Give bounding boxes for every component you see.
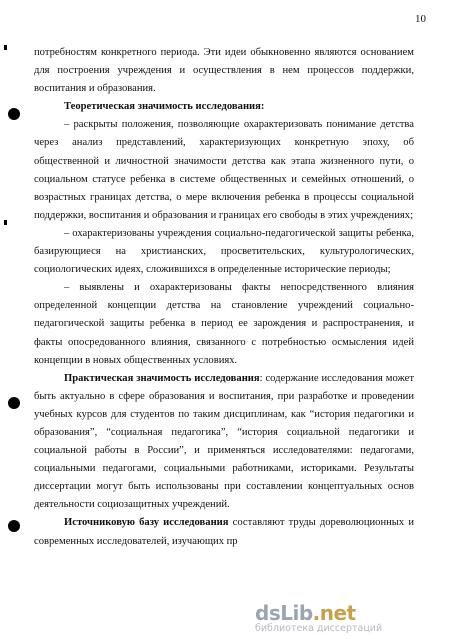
- watermark-subtitle: библиотека диссертаций: [255, 623, 383, 634]
- margin-mark: [4, 45, 7, 50]
- page-number: 10: [415, 13, 426, 25]
- paragraph-intro: потребностям конкретного периода. Эти идеи обыкновенно являются основанием для построения учреждения и осуществления в нем процессов поддержки, воспитания и образования.: [34, 47, 414, 95]
- heading-theoretical-significance: Теоретическая значимость исследования:: [64, 101, 265, 113]
- source-base-text: составляют труды дореволюционных и современных исследователей, изучающих пр: [34, 517, 415, 547]
- watermark-logo: dsLib.net: [255, 601, 356, 625]
- paragraph-source-base: [34, 514, 414, 550]
- list-item-theoretical-1: – раскрыты положения, позволяющие охарактеризовать понимание детства через анализ представлений, характеризующих конкретную эпоху, об общественной и личностной значимости детства как этапа жизненного пути, о социальном статусе ребенка в системе общественных и семейных отношений, о возрастных границах детства, о мере включения ребенка в процессы социальной поддержки, воспитания и образования и границах его свободы в этих учреждениях;: [34, 119, 414, 221]
- practical-significance-heading: Практическая значимость исследования: [64, 372, 260, 384]
- paragraph-practical-significance: [34, 370, 414, 515]
- list-item-theoretical-3: – выявлены и охарактеризованы факты непосредственного влияния определенной концепции детства на становление учреждений социально-педагогической защиты ребенка в период ее зарождения и распространения, и факты опосредованного влияния, связанного с потребностью осмысления идей концепции в новых общественных условиях.: [34, 282, 414, 366]
- practical-significance-text: : содержание исследования может быть актуально в сфере образования и воспитания, при разработке и проведении учебных курсов для студентов по таким дисциплинам, как “история педагогики и образования”, “социальная педагогика”, “история социальной педагогики и социальной работы в России”, и применяться исследователями: педагогами, социальными педагогами, социальными работниками, историками. Результаты диссертации могут быть использованы при составлении концептуальных основ деятельности социозащитных учреждений.: [34, 372, 415, 511]
- document-body: [34, 44, 414, 551]
- source-base-heading: Источниковую базу исследования: [64, 517, 229, 529]
- margin-dot: [8, 520, 20, 532]
- margin-mark: [4, 220, 7, 225]
- margin-dot: [8, 108, 20, 120]
- margin-dot: [8, 397, 20, 409]
- list-item-theoretical-2: – охарактеризованы учреждения социально-педагогической защиты ребенка, базирующиеся на христианских, просветительских, культурологических, социологических идеях, сложившихся в определенные исторические периоды;: [34, 227, 414, 276]
- watermark: [255, 601, 440, 634]
